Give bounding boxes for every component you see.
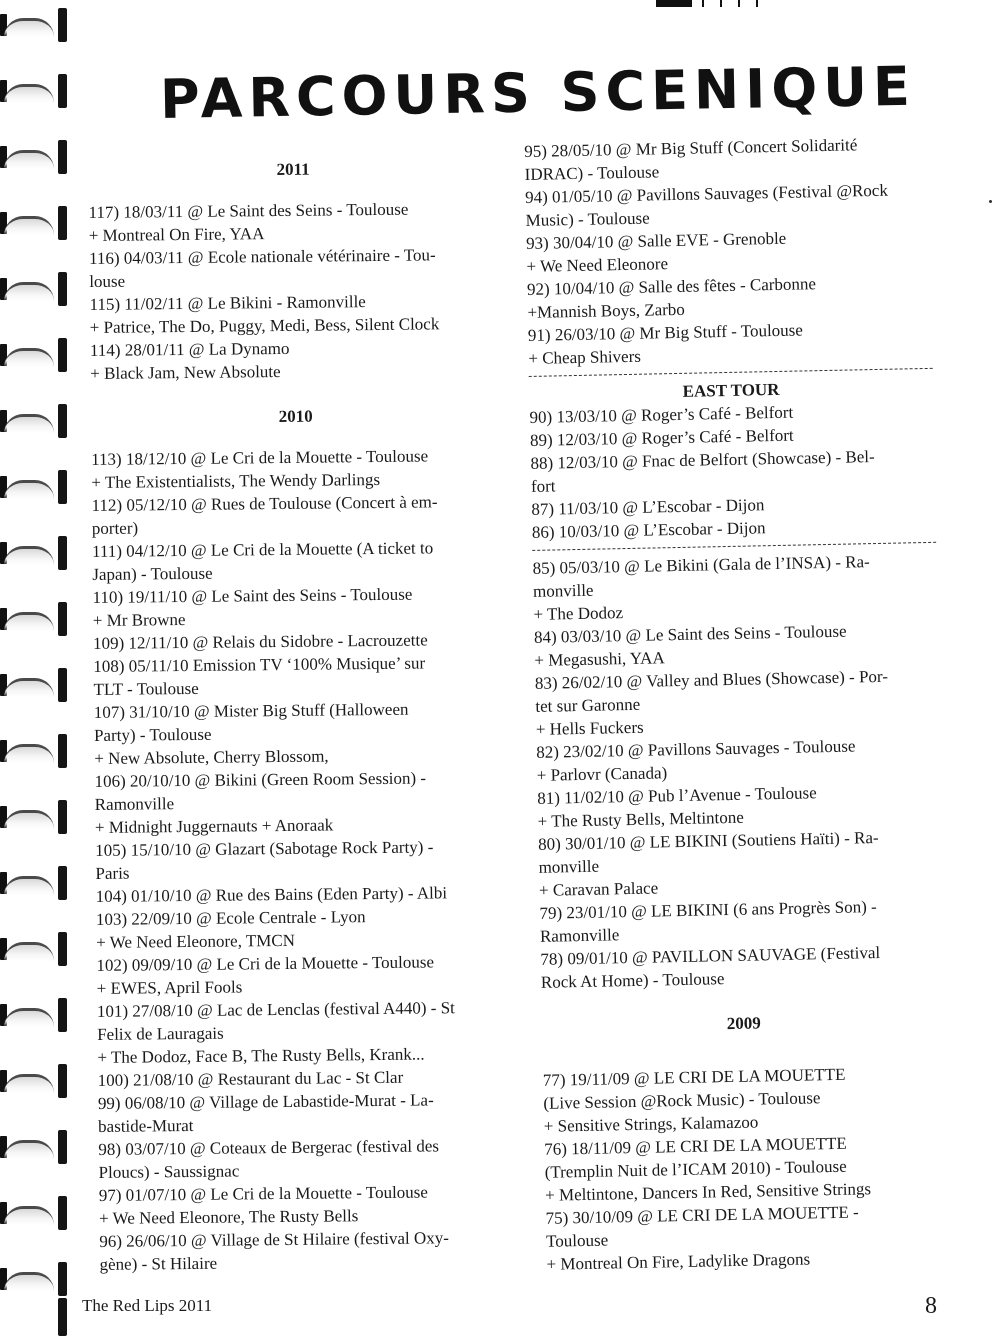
gig-entry-line: + EWES, April Fools xyxy=(96,977,243,998)
gig-entry-line: + The Dodoz, Face B, The Rusty Bells, Krank... xyxy=(97,1044,425,1067)
gig-entry-line: 76) 18/11/09 @ LE CRI DE LA MOUETTE xyxy=(544,1133,847,1159)
gig-entry-line: 113) 18/12/10 @ Le Cri de la Mouette - Toulouse xyxy=(91,446,429,469)
gig-entry-line: + We Need Eleonore, The Rusty Bells xyxy=(98,1206,359,1228)
binding-ring xyxy=(0,1130,72,1164)
gig-entry-line: + We Need Eleonore, TMCN xyxy=(96,930,296,952)
binding-ring xyxy=(0,272,72,306)
gig-entry-line: 99) 06/08/10 @ Village de Labastide-Murat - La- xyxy=(97,1090,434,1113)
gig-entry-line: 83) 26/02/10 @ Valley and Blues (Showcase) - Por- xyxy=(534,666,889,693)
gig-entry-line: 105) 15/10/10 @ Glazart (Sabotage Rock Party) - xyxy=(95,837,434,860)
gig-entry-line: +Mannish Boys, Zarbo xyxy=(527,299,686,322)
gig-list-2010-continued xyxy=(524,132,933,370)
binding-ring xyxy=(0,602,72,636)
gig-entry-line: Felix de Lauragais xyxy=(97,1023,224,1044)
gig-entry-line: gène) - St Hilaire xyxy=(99,1253,218,1274)
gig-entry-line: 96) 26/06/10 @ Village de St Hilaire (festival Oxy- xyxy=(99,1228,449,1251)
gig-entry-line: (Tremplin Nuit de l’ICAM 2010) - Toulouse xyxy=(544,1156,847,1182)
gig-entry-line: 80) 30/01/10 @ LE BIKINI (Soutiens Haïti) - Ra- xyxy=(537,828,879,854)
gig-entry-line: + The Rusty Bells, Meltintone xyxy=(537,807,745,831)
binding-ring xyxy=(0,338,72,372)
gig-entry-line: + Montreal On Fire, Ladylike Dragons xyxy=(546,1249,811,1274)
binding-ring xyxy=(0,734,72,768)
gig-entry-line: tet sur Garonne xyxy=(535,694,641,716)
gig-entry-line: + New Absolute, Cherry Blossom, xyxy=(94,746,329,768)
right-column xyxy=(524,132,951,1276)
gig-entry-line: Ramonville xyxy=(539,925,620,946)
gig-entry-line: IDRAC) - Toulouse xyxy=(524,162,660,184)
year-heading-2011: 2011 xyxy=(276,159,310,180)
gig-entry-line: 114) 28/01/11 @ La Dynamo xyxy=(89,338,290,360)
east-tour-heading: EAST TOUR xyxy=(682,379,780,401)
gig-list-east-tour xyxy=(529,398,936,544)
gig-entry-line: 107) 31/10/10 @ Mister Big Stuff (Halloween xyxy=(93,699,409,722)
gig-entry-line: + The Dodoz xyxy=(533,603,624,624)
gig-entry-line: 78) 09/01/10 @ PAVILLON SAUVAGE (Festival xyxy=(540,943,881,969)
gig-entry-line: 106) 20/10/10 @ Bikini (Green Room Session) - xyxy=(94,768,427,791)
gig-entry-line: + Cheap Shivers xyxy=(528,346,642,368)
gig-entry-line: Japan) - Toulouse xyxy=(92,563,213,584)
gig-entry-line: louse xyxy=(89,271,126,291)
gig-entry-line: 85) 05/03/10 @ Le Bikini (Gala de l’INSA) - Ra- xyxy=(532,552,870,578)
gig-entry-line: 93) 30/04/10 @ Salle EVE - Grenoble xyxy=(525,228,787,253)
year-heading-2010: 2010 xyxy=(278,406,313,427)
gig-entry-line: 87) 11/03/10 @ L’Escobar - Dijon xyxy=(531,495,765,519)
gig-list-2009 xyxy=(543,1061,951,1276)
gig-entry-line: TLT - Toulouse xyxy=(93,678,199,699)
binding-ring xyxy=(0,932,72,966)
gig-entry-line: 82) 23/02/10 @ Pavillons Sauvages - Toulouse xyxy=(536,736,856,762)
gig-entry-line: fort xyxy=(530,476,556,496)
binding-ring xyxy=(0,998,72,1032)
gig-list-2010 xyxy=(91,444,510,1276)
gig-entry-line: 75) 30/10/09 @ LE CRI DE LA MOUETTE - xyxy=(545,1202,859,1228)
gig-entry-line: 108) 05/11/10 Emission TV ‘100% Musique’ sur xyxy=(93,653,426,676)
binding-ring xyxy=(0,140,72,174)
binding-ring xyxy=(0,1262,72,1296)
gig-entry-line: 110) 19/11/10 @ Le Saint des Seins - Toulouse xyxy=(92,584,413,607)
gig-entry-line: 102) 09/09/10 @ Le Cri de la Mouette - Toulouse xyxy=(96,952,435,975)
gig-entry-line: monville xyxy=(532,580,594,601)
scan-artifact xyxy=(648,0,768,8)
gig-entry-line: 98) 03/07/10 @ Coteaux de Bergerac (festival des xyxy=(98,1136,440,1159)
gig-entry-line: + Montreal On Fire, YAA xyxy=(88,224,265,245)
gig-entry-line: 86) 10/03/10 @ L’Escobar - Dijon xyxy=(531,518,766,542)
binding-ring xyxy=(0,404,72,438)
gig-entry-line: 92) 10/04/10 @ Salle des fêtes - Carbonne xyxy=(526,274,817,299)
gig-entry-line: + Parlovr (Canada) xyxy=(536,763,668,785)
gig-entry-line: + Midnight Juggernauts + Anoraak xyxy=(94,815,334,837)
gig-entry-line: + Caravan Palace xyxy=(538,878,659,900)
footer-publication: The Red Lips 2011 xyxy=(82,1296,213,1315)
spiral-binding xyxy=(0,0,80,1343)
page-title: PARCOURS SCENIQUE xyxy=(159,54,917,131)
year-heading-2009: 2009 xyxy=(726,1013,761,1034)
gig-entry-line: 116) 04/03/11 @ Ecole nationale vétérinaire - Tou- xyxy=(88,245,436,268)
gig-entry-line: 77) 19/11/09 @ LE CRI DE LA MOUETTE xyxy=(542,1064,846,1090)
gig-entry-line: Music) - Toulouse xyxy=(525,208,650,230)
gig-entry-line: 103) 22/09/10 @ Ecole Centrale - Lyon xyxy=(95,907,366,929)
gig-entry-line: + Patrice, The Do, Puggy, Medi, Bess, Silent Clock xyxy=(89,314,440,337)
gig-entry-line: 81) 11/02/10 @ Pub l’Avenue - Toulouse xyxy=(537,783,817,808)
gig-entry-line: + Black Jam, New Absolute xyxy=(90,361,281,383)
gig-entry-line: + Meltintone, Dancers In Red, Sensitive Strings xyxy=(544,1179,872,1205)
gig-entry-line: 100) 21/08/10 @ Restaurant du Lac - St Clar xyxy=(97,1067,404,1090)
gig-entry-line: 79) 23/01/10 @ LE BIKINI (6 ans Progrès Son) - xyxy=(539,897,877,923)
gig-entry-line: (Live Session @Rock Music) - Toulouse xyxy=(543,1088,821,1113)
gig-entry-line: 104) 01/10/10 @ Rue des Bains (Eden Party) - Albi xyxy=(95,883,448,906)
binding-ring xyxy=(0,800,72,834)
gig-entry-line: + Sensitive Strings, Kalamazoo xyxy=(543,1112,759,1136)
binding-ring xyxy=(0,470,72,504)
gig-entry-line: 112) 05/12/10 @ Rues de Toulouse (Concert à em- xyxy=(91,492,438,515)
gig-list-2011 xyxy=(88,197,500,385)
binding-ring xyxy=(0,8,72,42)
gig-entry-line: 109) 12/11/10 @ Relais du Sidobre - Lacrouzette xyxy=(92,630,428,653)
scan-speck xyxy=(989,200,992,203)
binding-ring xyxy=(0,866,72,900)
gig-entry-line: 88) 12/03/10 @ Fnac de Belfort (Showcase) - Bel- xyxy=(530,447,875,473)
binding-ring xyxy=(0,536,72,570)
gig-entry-line: 95) 28/05/10 @ Mr Big Stuff (Concert Solidarité xyxy=(524,135,858,161)
gig-entry-line: + The Existentialists, The Wendy Darlings xyxy=(91,469,381,492)
gig-entry-line: bastide-Murat xyxy=(98,1115,194,1136)
gig-entry-line: 97) 01/07/10 @ Le Cri de la Mouette - Toulouse xyxy=(98,1182,429,1205)
binding-post xyxy=(58,1298,67,1336)
binding-ring xyxy=(0,1196,72,1230)
gig-entry-line: monville xyxy=(538,856,600,877)
gig-entry-line: 84) 03/03/10 @ Le Saint des Seins - Toulouse xyxy=(533,621,847,647)
gig-entry-line: porter) xyxy=(91,518,139,538)
gig-entry-line: 90) 13/03/10 @ Roger’s Café - Belfort xyxy=(529,402,794,427)
gig-entry-line: 115) 11/02/11 @ Le Bikini - Ramonville xyxy=(89,292,366,314)
gig-entry-line: + Mr Browne xyxy=(92,610,186,630)
gig-entry-line: 94) 01/05/10 @ Pavillons Sauvages (Festival @Rock xyxy=(524,180,889,207)
gig-entry-line: Rock At Home) - Toulouse xyxy=(540,969,725,992)
gig-entry-line: Paris xyxy=(95,863,130,883)
gig-entry-line: Ramonville xyxy=(94,794,175,814)
gig-entry-line: Ploucs) - Saussignac xyxy=(98,1161,240,1182)
binding-ring xyxy=(0,668,72,702)
left-column xyxy=(88,156,510,1276)
gig-entry-line: 91) 26/03/10 @ Mr Big Stuff - Toulouse xyxy=(527,320,804,345)
gig-entry-line: + We Need Eleonore xyxy=(526,254,669,276)
gig-entry-line: 89) 12/03/10 @ Roger’s Café - Belfort xyxy=(529,425,794,450)
gig-entry-line: + Hells Fuckers xyxy=(535,717,644,739)
binding-ring xyxy=(0,74,72,108)
gig-entry-line: 101) 27/08/10 @ Lac de Lenclas (festival A440) - St xyxy=(96,998,455,1021)
gig-entry-line: Party) - Toulouse xyxy=(93,724,212,745)
gig-entry-line: 117) 18/03/11 @ Le Saint des Seins - Toulouse xyxy=(88,199,409,222)
gig-entry-line: + Megasushi, YAA xyxy=(534,648,665,670)
binding-ring xyxy=(0,206,72,240)
gig-list-2010-early xyxy=(532,549,945,994)
binding-ring xyxy=(0,1064,72,1098)
gig-entry-line: Toulouse xyxy=(545,1230,609,1251)
page-number: 8 xyxy=(925,1293,937,1319)
gig-entry-line: 111) 04/12/10 @ Le Cri de la Mouette (A ticket to xyxy=(92,538,434,561)
